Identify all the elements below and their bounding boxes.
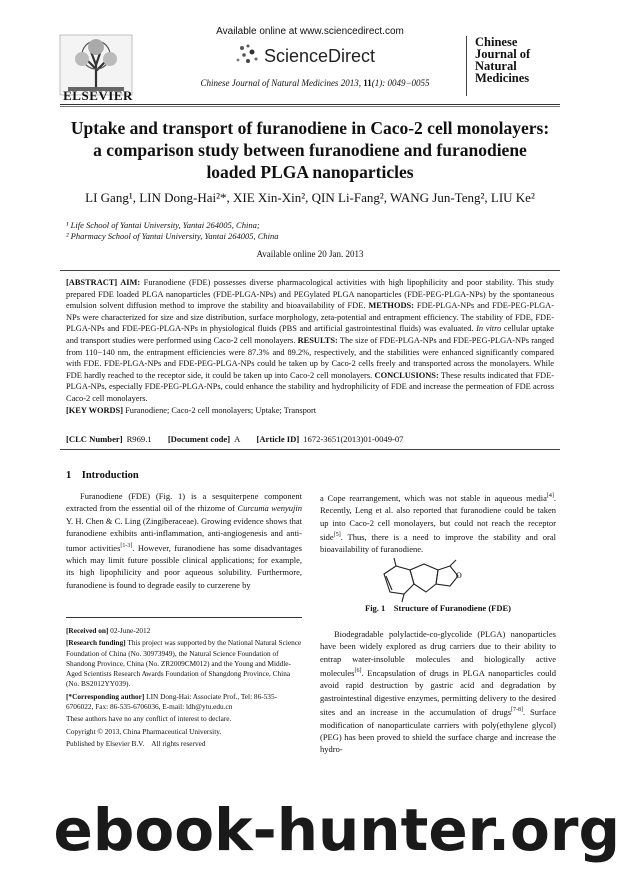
affiliations: ¹ Life School of Yantai University, Yantai 264005, China; ² Pharmacy School of Yantai University, Yantai 264005, China: [66, 220, 279, 241]
right-column-text-bottom: Biodegradable polylactide-co-glycolide (PLGA) nanoparticles have been widely explored as drug carriers due to their ability to entrap water-insoluble molecules and biologically active molecules[6]. Encapsulation of drugs in PLGA nanoparticles could avoid rapid destruction by gastric acid and degradation by gastrointestinal digestive enzymes, permitting delivery to the desired sites and an increase in the accumulation of drugs[7-8]. Surface modification of nanoparticulate carriers with poly(ethylene glycol) (PEG) has been proved to shield the surface charge and increase the hydro-: [320, 629, 556, 755]
journal-logo: Chinese Journal of Natural Medicines: [466, 36, 565, 96]
sciencedirect-wordmark: ScienceDirect: [264, 46, 376, 66]
available-online-date: Available online 20 Jan. 2013: [256, 249, 364, 259]
right-column-text-top: a Cope rearrangement, which was not stable in aqueous media[4]. Recently, Leng et al. also reported that furanodiene could be taken up into Caco-2 cell monolayers, but could not reach the receptor side[5]. Thus, there is a need to improve the stability and oral bioavailability of furanodiene.: [320, 492, 556, 555]
header-divider: [60, 104, 560, 105]
section-heading-introduction: 1 Introduction: [66, 470, 139, 481]
abstract-top-rule: [60, 270, 560, 271]
article-title: Uptake and transport of furanodiene in Caco-2 cell monolayers: a comparison study between furanodiene and furanodiene loaded PLGA nanoparticles: [70, 118, 550, 182]
watermark: [53, 790, 620, 870]
publisher-wordmark: ELSEVIER: [63, 88, 133, 103]
svg-text:ebook-hunter.org: ebook-hunter.org: [53, 796, 620, 864]
footnote-rule: [66, 617, 302, 618]
left-column-text: Furanodiene (FDE) (Fig. 1) is a sesquiterpene component extracted from the essential oil of the rhizome of Curcuma wenyujin Y. H. Chen & C. Ling (Zingiberaceae). Growing evidence shows that furanodiene exhibits anti-inflammation, anti-angiogenesis and anti-tumor activities[1-3]. However, furanodiene has some disadvantages which may limit future possible clinical applications; for example, its high lipophilicity and poor aqueous solubility. Furthermore, furanodiene is found to degrade easily to curzerene by: [66, 491, 302, 590]
figure-caption: Fig. 1 Structure of Furanodiene (FDE): [365, 603, 511, 613]
footnotes: [Received on] 02-June-2012 [Research funding] This project was supported by the National Natural Science Foundation of China (No. 30973949), the Natural Science Foundation of Shandong Province, China (No. ZR2009CM012) and the Young and Middle-Aged Scientists Research Awards Foundation of Shangdong Province, China (No. BS2012YY039). [*Corresponding author] LIN Dong-Hai: Associate Prof., Tel: 86-535-6706022, Fax: 86-535-6706036, E-mail: ldh@ytu.edu.cn These authors have no any conflict of interest to declare. Copyright © 2013, China Pharmaceutical University. Published by Elsevier B.V. All rights reserved: [66, 626, 302, 748]
available-online-line: Available online at www.sciencedirect.com: [216, 26, 404, 37]
journal-reference: Chinese Journal of Natural Medicines 2013, 11(1): 0049−0055: [200, 78, 430, 88]
furanodiene-structure-icon: [370, 556, 480, 606]
header-divider-thin: [60, 106, 560, 107]
abstract-bottom-rule: [60, 449, 560, 450]
abstract-text: [ABSTRACT] AIM: Furanodiene (FDE) possesses diverse pharmacological activities with high lipophilicity and poor stability. This study prepared FDE loaded PLGA nanoparticles (FDE-PLGA-NPs) and PEGylated PLGA nanoparticles (FDE-PEG-PLGA-NPs) by the spontaneous emulsion solvent diffusion method to improve the stability and bioavailability of FDE. METHODS: FDE-PLGA-NPs and FDE-PEG-PLGA-NPs were characterized for size and size distribution, surface morphology, zeta-potential and entrapment efficiency. The stability of FDE, FDE-PLGA-NPs and FDE-PEG-PLGA-NPs in physiological fluids (PBS and artificial gastrointestinal fluids) was evaluated. In vitro cellular uptake and transport studies were performed using Caco-2 cell monolayers. RESULTS: The size of FDE-PLGA-NPs and FDE-PEG-PLGA-NPs ranged from 110−140 nm, the entrapment efficiencies were 87.3% and 89.2%, respectively, and the stabilities were enhanced significantly compared with FDE. FDE-PLGA-NPs and FDE-PEG-PLGA-NPs could be taken up by Caco-2 cells freely and transported across the monolayers. While FDE hardly reached to the receptor side, it could be taken up into Caco-2 cell monolayers. CONCLUSIONS: These results indicated that FDE-PLGA-NPs, especially FDE-PEG-PLGA-NPs, could enhance the stability and hydrophilicity of FDE and increase the permeation of FDE across Caco-2 cell monolayers. [KEY WORDS] Furanodiene; Caco-2 cell monolayers; Uptake; Transport: [66, 278, 554, 415]
author-list: LI Gang¹, LIN Dong-Hai²*, XIE Xin-Xin², QIN Li-Fang², WANG Jun-Teng², LIU Ke²: [85, 190, 535, 205]
classification-line: [CLC Number] R969.1 [Document code] A [Article ID] 1672-3651(2013)01-0049-07: [66, 434, 404, 444]
svg-text:O: O: [456, 571, 462, 580]
